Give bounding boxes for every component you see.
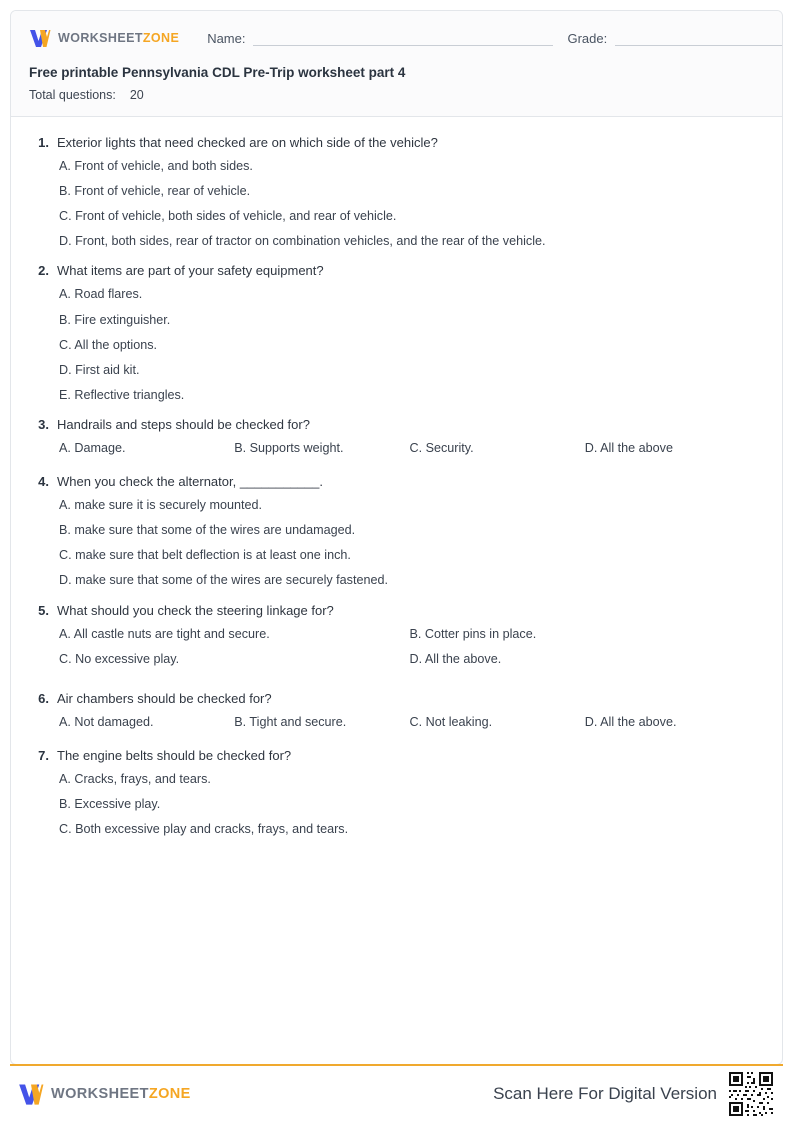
logo-word-2: ZONE	[148, 1086, 191, 1102]
option-item[interactable]: C. Not leaking.	[409, 714, 493, 729]
qr-code-icon[interactable]	[727, 1070, 775, 1118]
option-item[interactable]: B. Excessive play.	[59, 796, 161, 811]
question-item	[33, 603, 760, 677]
option-item[interactable]: D. All the above.	[409, 651, 502, 666]
question-heading	[33, 135, 760, 150]
option-item[interactable]: B. Supports weight.	[234, 440, 344, 455]
grade-input-line[interactable]	[615, 33, 783, 46]
option-item[interactable]: C. make sure that belt deflection is at least one inch.	[59, 548, 351, 563]
option-list	[33, 287, 760, 403]
option-item[interactable]: D. Front, both sides, rear of tractor on combination vehicles, and the rear of the vehicle.	[59, 234, 546, 249]
question-item	[33, 748, 760, 837]
grade-field[interactable]	[567, 31, 783, 46]
footer-logo-text	[51, 1086, 191, 1102]
option-item[interactable]: E. Reflective triangles.	[59, 387, 185, 402]
question-heading	[33, 474, 760, 489]
logo-word-2: ZONE	[142, 31, 180, 45]
total-questions-value: 20	[129, 88, 144, 102]
option-item[interactable]: B. Tight and secure.	[234, 714, 347, 729]
question-item	[33, 135, 760, 249]
question-item	[33, 691, 760, 734]
question-heading	[33, 263, 760, 278]
option-item[interactable]: A. All castle nuts are tight and secure.	[59, 626, 270, 641]
question-number: 3.	[38, 416, 49, 432]
question-heading	[33, 603, 760, 618]
option-list	[33, 159, 760, 249]
total-questions-label: Total questions:	[29, 88, 116, 102]
question-text: Handrails and steps should be checked for?	[57, 416, 310, 432]
option-item[interactable]: D. All the above.	[584, 714, 677, 729]
option-list	[33, 498, 760, 588]
option-list	[33, 772, 760, 837]
question-heading	[33, 748, 760, 763]
worksheet-zone-logo	[29, 28, 179, 48]
question-text: Air chambers should be checked for?	[57, 690, 272, 706]
question-heading	[33, 691, 760, 706]
question-item	[33, 263, 760, 403]
logo-mark-icon	[29, 28, 51, 48]
question-number: 5.	[38, 602, 49, 618]
name-input-line[interactable]	[253, 33, 553, 46]
questions-list	[11, 117, 782, 837]
footer-logo	[18, 1082, 191, 1106]
logo-word-1: WORKSHEET	[51, 1086, 149, 1102]
option-item[interactable]: A. Front of vehicle, and both sides.	[59, 159, 253, 173]
option-item[interactable]: D. All the above	[584, 440, 673, 455]
logo-mark-icon	[18, 1082, 44, 1106]
logo-text	[58, 31, 179, 45]
option-item[interactable]: C. All the options.	[59, 337, 158, 352]
worksheet-sheet	[10, 10, 783, 1065]
option-item[interactable]: C. Both excessive play and cracks, frays, and tears.	[59, 822, 349, 837]
option-item[interactable]: B. Cotter pins in place.	[409, 626, 537, 641]
question-heading	[33, 417, 760, 432]
question-number: 1.	[38, 135, 49, 150]
total-questions	[29, 88, 764, 102]
question-number: 6.	[38, 690, 49, 706]
question-item	[33, 474, 760, 588]
option-item[interactable]: A. Not damaged.	[59, 714, 154, 729]
name-field[interactable]	[207, 31, 553, 46]
name-label: Name:	[207, 30, 246, 46]
option-item[interactable]: C. Security.	[409, 440, 474, 455]
option-item[interactable]: B. make sure that some of the wires are undamaged.	[59, 523, 356, 538]
question-text: The engine belts should be checked for?	[57, 747, 292, 763]
worksheet-footer	[10, 1064, 783, 1122]
header-top-row	[29, 25, 764, 51]
question-number: 7.	[38, 747, 49, 763]
scan-section	[493, 1070, 775, 1118]
option-item[interactable]: C. Front of vehicle, both sides of vehicle, and rear of vehicle.	[59, 209, 397, 224]
logo-word-1: WORKSHEET	[58, 31, 143, 45]
question-text: Exterior lights that need checked are on which side of the vehicle?	[57, 135, 438, 150]
option-item[interactable]: C. No excessive play.	[59, 651, 180, 666]
question-text: What items are part of your safety equipment?	[57, 263, 324, 279]
option-item[interactable]: D. First aid kit.	[59, 362, 140, 377]
option-list	[33, 441, 760, 460]
scan-label: Scan Here For Digital Version	[493, 1084, 717, 1103]
option-item[interactable]: A. Cracks, frays, and tears.	[59, 771, 211, 786]
question-text: What should you check the steering linkage for?	[57, 602, 334, 618]
question-text: When you check the alternator, ___________.	[57, 474, 323, 490]
question-number: 4.	[38, 474, 49, 490]
question-number: 2.	[38, 263, 49, 279]
option-list	[33, 627, 760, 677]
grade-label: Grade:	[567, 30, 608, 46]
option-item[interactable]: A. Road flares.	[59, 287, 143, 302]
option-item[interactable]: A. make sure it is securely mounted.	[59, 498, 262, 513]
option-item[interactable]: B. Front of vehicle, rear of vehicle.	[59, 184, 251, 199]
option-item[interactable]: A. Damage.	[59, 440, 126, 455]
question-item	[33, 417, 760, 460]
worksheet-header	[11, 11, 782, 117]
page-title: Free printable Pennsylvania CDL Pre-Trip worksheet part 4	[29, 65, 406, 80]
option-list	[33, 715, 760, 734]
option-item[interactable]: D. make sure that some of the wires are securely fastened.	[59, 573, 388, 588]
option-item[interactable]: B. Fire extinguisher.	[59, 312, 171, 327]
